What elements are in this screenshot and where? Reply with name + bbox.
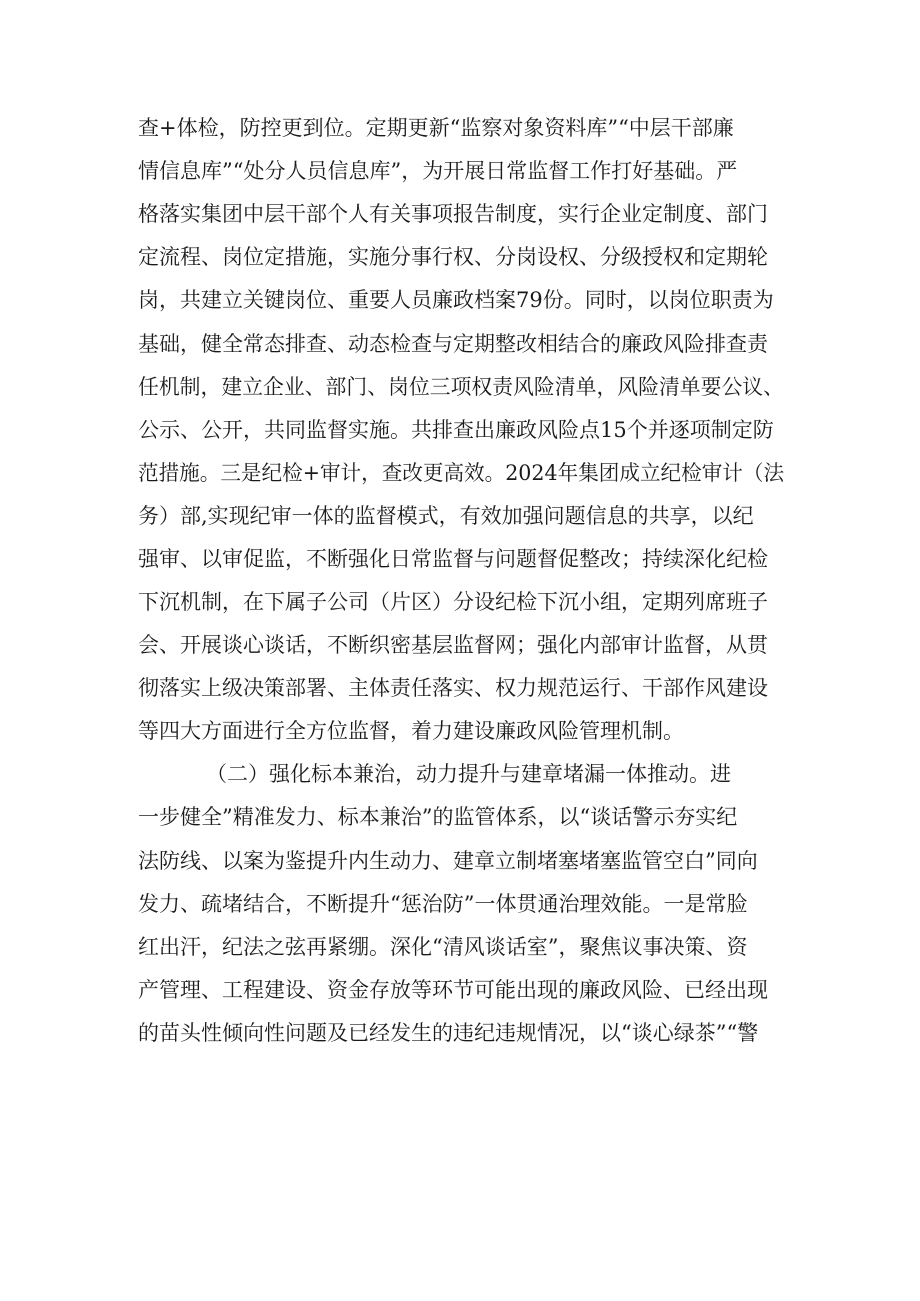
- text-line: 的苗头性倾向性问题及已经发生的违纪违规情况，以“谈心绿茶”“警: [138, 1021, 759, 1045]
- text-line: 任机制，建立企业、部门、岗位三项权责风险清单，风险清单要公议、: [138, 375, 784, 399]
- text-line: 彻落实上级决策部署、主体责任落实、权力规范运行、干部作风建设: [138, 676, 768, 700]
- text-line: 岗，共建立关键岗位、重要人员廉政档案79份。同时，以岗位职责为: [138, 288, 774, 312]
- text-line: 一步健全”精准发力、标本兼治”的监管体系，以“谈话警示夯实纪: [138, 805, 738, 829]
- text-line: 定流程、岗位定措施，实施分事行权、分岗设权、分级授权和定期轮: [138, 245, 768, 269]
- text-line: 法防线、以案为鉴提升内生动力、建章立制堵塞堵塞监管空白”同向: [138, 849, 758, 873]
- text-line: 红出汗，纪法之弦再紧绷。深化“清风谈话室”，聚焦议事决策、资: [138, 935, 748, 959]
- text-line: 强审、以审促监，不断强化日常监督与问题督促整改；持续深化纪检: [138, 547, 768, 571]
- text-line: 等四大方面进行全方位监督，着力建设廉政风险管理机制。: [138, 719, 684, 743]
- text-line: 情信息库”“处分人员信息库”，为开展日常监督工作打好基础。严: [138, 159, 738, 183]
- text-line: 公示、公开，共同监督实施。共排查出廉政风险点15个并逐项制定防: [138, 418, 774, 442]
- section-heading-line: （二）强化标本兼治，动力提升与建章堵漏一体推动。进: [206, 762, 731, 786]
- text-line: 务）部,实现纪审一体的监督模式，有效加强问题信息的共享，以纪: [138, 504, 754, 528]
- text-line: 下沉机制，在下属子公司（片区）分设纪检下沉小组，定期列席班子: [138, 590, 768, 614]
- text-line: 会、开展谈心谈话，不断织密基层监督网；强化内部审计监督，从贯: [138, 633, 768, 657]
- text-line: 范措施。三是纪检+审计，查改更高效。2024年集团成立纪检审计（法: [138, 461, 785, 485]
- text-line: 基础，健全常态排查、动态检查与定期整改相结合的廉政风险排查责: [138, 332, 768, 356]
- text-line: 格落实集团中层干部个人有关事项报告制度，实行企业定制度、部门: [138, 202, 768, 226]
- text-line: 查+体检，防控更到位。定期更新“监察对象资料库”“中层干部廉: [138, 116, 734, 140]
- text-line: 产管理、工程建设、资金存放等环节可能出现的廉政风险、已经出现: [138, 978, 768, 1002]
- text-line: 发力、疏堵结合，不断提升“惩治防”一体贯通治理效能。一是常脸: [138, 892, 748, 916]
